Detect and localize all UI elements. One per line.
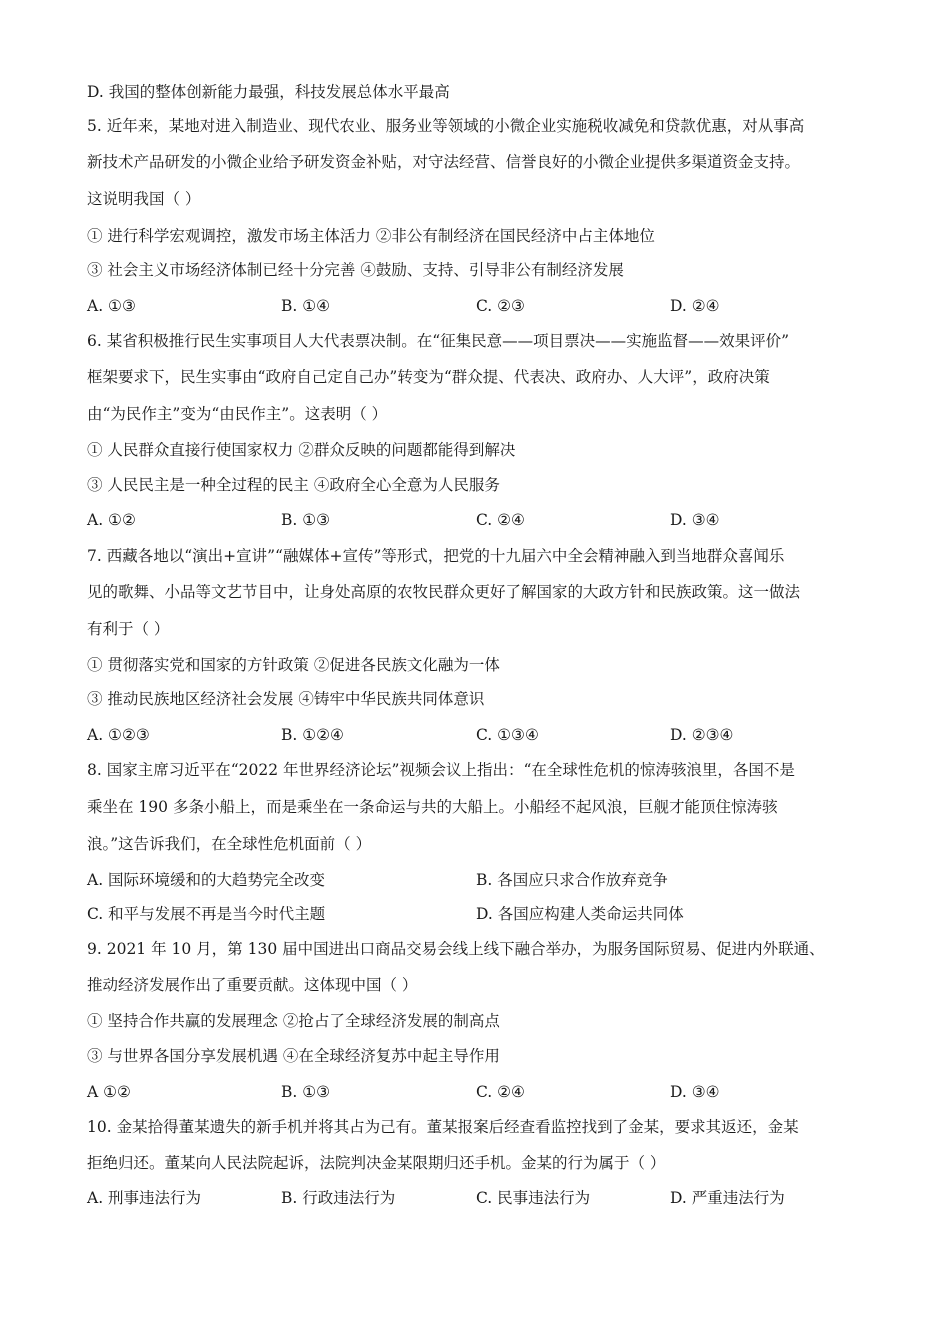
q6-option-b: B. ①③ xyxy=(281,511,331,529)
q9-option-a: A ①② xyxy=(87,1083,131,1101)
q4-option-d: D. 我国的整体创新能力最强，科技发展总体水平最高 xyxy=(87,83,450,101)
q9-statement-3-4: ③ 与世界各国分享发展机遇 ④在全球经济复苏中起主导作用 xyxy=(87,1047,500,1065)
q6-statement-3-4: ③ 人民民主是一种全过程的民主 ④政府全心全意为人民服务 xyxy=(87,476,500,494)
q7-option-d: D. ②③④ xyxy=(670,726,734,744)
q8-option-a: A. 国际环境缓和的大趋势完全改变 xyxy=(87,871,326,889)
q9-option-d: D. ③④ xyxy=(670,1083,720,1101)
q7-stem-line-3: 有利于（ ） xyxy=(87,620,170,638)
q10-option-d: D. 严重违法行为 xyxy=(670,1189,785,1207)
q9-stem-line-2: 推动经济发展作出了重要贡献。这体现中国（ ） xyxy=(87,976,418,994)
q9-option-c: C. ②④ xyxy=(476,1083,525,1101)
q6-stem-line-3: 由“为民作主”变为“由民作主”。这表明（ ） xyxy=(87,405,388,423)
q6-option-c: C. ②④ xyxy=(476,511,525,529)
q8-stem-line-3: 浪。”这告诉我们，在全球性危机面前（ ） xyxy=(87,835,372,853)
q7-option-c: C. ①③④ xyxy=(476,726,539,744)
q10-stem-line-1: 10. 金某拾得董某遗失的新手机并将其占为己有。董某报案后经查看监控找到了金某，要求其返还，金某 xyxy=(87,1118,799,1136)
q5-statement-3-4: ③ 社会主义市场经济体制已经十分完善 ④鼓励、支持、引导非公有制经济发展 xyxy=(87,261,624,279)
q9-stem-line-1: 9. 2021 年 10 月，第 130 届中国进出口商品交易会线上线下融合举办，为服务国际贸易、促进内外联通、 xyxy=(87,940,825,958)
q5-statement-1-2: ① 进行科学宏观调控，激发市场主体活力 ②非公有制经济在国民经济中占主体地位 xyxy=(87,227,655,245)
q6-stem-line-2: 框架要求下，民生实事由“政府自己定自己办”转变为“群众提、代表决、政府办、人大评”，政府决策 xyxy=(87,368,770,386)
q10-option-a: A. 刑事违法行为 xyxy=(87,1189,202,1207)
q8-stem-line-2: 乘坐在 190 多条小船上，而是乘坐在一条命运与共的大船上。小船经不起风浪，巨舰才能顶住惊涛骇 xyxy=(87,798,778,816)
q8-option-d: D. 各国应构建人类命运共同体 xyxy=(476,905,684,923)
q6-option-a: A. ①② xyxy=(87,511,136,529)
q10-stem-line-2: 拒绝归还。董某向人民法院起诉，法院判决金某限期归还手机。金某的行为属于（ ） xyxy=(87,1154,666,1172)
q7-statement-3-4: ③ 推动民族地区经济社会发展 ④铸牢中华民族共同体意识 xyxy=(87,690,485,708)
q8-option-c: C. 和平与发展不再是当今时代主题 xyxy=(87,905,326,923)
q7-stem-line-2: 见的歌舞、小品等文艺节目中，让身处高原的农牧民群众更好了解国家的大政方针和民族政策。这一做法 xyxy=(87,583,801,601)
q7-option-b: B. ①②④ xyxy=(281,726,344,744)
q7-option-a: A. ①②③ xyxy=(87,726,150,744)
q6-option-d: D. ③④ xyxy=(670,511,720,529)
q5-stem-line-2: 新技术产品研发的小微企业给予研发资金补贴，对守法经营、信誉良好的小微企业提供多渠道资金支持。 xyxy=(87,153,801,171)
q10-option-b: B. 行政违法行为 xyxy=(281,1189,396,1207)
q5-option-a: A. ①③ xyxy=(87,297,136,315)
q6-statement-1-2: ① 人民群众直接行使国家权力 ②群众反映的问题都能得到解决 xyxy=(87,441,516,459)
q7-stem-line-1: 7. 西藏各地以“演出+宣讲”“融媒体+宣传”等形式，把党的十九届六中全会精神融入到当地群众喜闻乐 xyxy=(87,547,785,565)
q9-statement-1-2: ① 坚持合作共赢的发展理念 ②抢占了全球经济发展的制高点 xyxy=(87,1012,500,1030)
q5-option-d: D. ②④ xyxy=(670,297,720,315)
q8-option-b: B. 各国应只求合作放弃竞争 xyxy=(476,871,668,889)
q7-statement-1-2: ① 贯彻落实党和国家的方针政策 ②促进各民族文化融为一体 xyxy=(87,656,500,674)
q5-option-b: B. ①④ xyxy=(281,297,331,315)
q9-option-b: B. ①③ xyxy=(281,1083,331,1101)
q5-option-c: C. ②③ xyxy=(476,297,525,315)
q6-stem-line-1: 6. 某省积极推行民生实事项目人大代表票决制。在“征集民意——项目票决——实施监督——效果评价” xyxy=(87,332,790,350)
q5-stem-line-1: 5. 近年来，某地对进入制造业、现代农业、服务业等领域的小微企业实施税收减免和贷款优惠，对从事高 xyxy=(87,117,805,135)
q8-stem-line-1: 8. 国家主席习近平在“2022 年世界经济论坛”视频会议上指出：“在全球性危机的惊涛骇浪里，各国不是 xyxy=(87,761,795,779)
q10-option-c: C. 民事违法行为 xyxy=(476,1189,591,1207)
q5-stem-line-3: 这说明我国（ ） xyxy=(87,190,201,208)
